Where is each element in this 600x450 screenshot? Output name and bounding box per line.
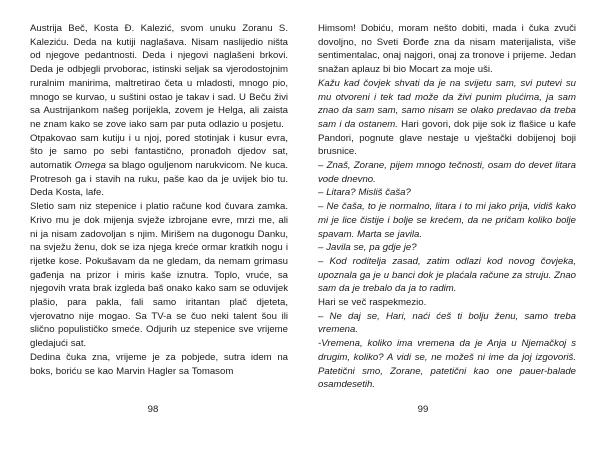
- text-run: Hari govori, dok pije sok iz flašice u kafe Pandori, pognute glave nestaje u vještački dobijenoj boji brusnice.: [318, 118, 576, 158]
- text-run: – Ne čaša, to je normalno, litara i to mi jako prija, vidiš kako mi je lice čistije i bolje se krećem, da ne pričam koliko bolje spavam. Marta se javila.: [318, 201, 576, 240]
- left-page-number: 98: [147, 404, 159, 415]
- paragraph: [30, 132, 288, 201]
- paragraph: [318, 22, 576, 77]
- text-run: Omega: [74, 160, 106, 172]
- text-run: Austrija Beč, Kosta Đ. Kalezić, svom unuku Zoranu S. Kaleziću. Deda na kutiji naglašava. Nisam naslijedio ništa od njegove pedantnosti. Deda i njegovi naglašeni brkovi. Deda je odbjegli prvoborac, istinski seljak sa vjerodostojnim ruralnim manirima, maltretirao četa u mladosti, mnogo pio, mnogo se kurvao, u suštini ostao je takav i sad. U Beču živi sa Austrijankom našeg porijekla, zovem je Helga, ali zaista ne znam kako se zove iako sam par puta odlazio u posjetu.: [30, 23, 288, 130]
- paragraph: [30, 200, 288, 351]
- text-run: – Javila se, pa gdje je?: [318, 242, 417, 254]
- text-run: – Znaš, Zorane, pijem mnogo tečnosti, osam do devet litara vode dnevno.: [318, 160, 576, 185]
- text-run: Dedina čuka zna, vrijeme je za pobjede, sutra idem na boks, boriću se kao Marvin Hagler sa Tomasom: [30, 351, 288, 377]
- paragraph: [30, 22, 288, 132]
- paragraph: [318, 241, 576, 255]
- text-run: sa blago oguljenom narukvicom. Ne kuca. Protresoh ga i stavih na ruku, paše kao da je uvijek bio tu. Deda Kosta, lafe.: [30, 160, 288, 199]
- text-run: Sletio sam niz stepenice i platio račune kod čuvara zamka. Krivo mu je dok mijenja svježe izbrojane evre, mrzi me, ali ni ja nisam zadovoljan s njim. Mirišem na dugonogu Danku, na svježu ženu, dok se iza njega kreće ormar kratkih nogu i rijetke kose. Pokušavam da ne gledam, da nemam grimasu gađenja na prizor i miris kaše iznutra. Toplo, vruće, sa njegovih vrata brak izgleda baš onako kako sam se oduvijek plašio, para pakla, fali samo iritantan plač djeteta, vjerovatno nije mogao. Sa TV-a se čuo neki talent šou ili slično populističko smeće. Odjurih uz stepenice sve vrijeme gledajući sat.: [30, 201, 288, 350]
- paragraph: [30, 351, 288, 378]
- text-run: – Ne daj se, Hari, naći ćeš ti bolju ženu, samo treba vremena.: [318, 310, 576, 336]
- paragraph: [318, 337, 576, 392]
- right-page-number: 99: [417, 404, 429, 415]
- paragraph: [318, 200, 576, 241]
- text-run: -Vremena, koliko ima vremena da je Anja u Njemačkoj s drugim, koliko? A vidi se, ne možeš ni ime da joj izgovoriš. Patetični smo, Zorane, patetični kao one pauer-balade osamdesetih.: [318, 338, 576, 391]
- paragraph: [318, 159, 576, 186]
- text-run: – Kod roditelja zasad, zatim odlazi kod novog čovjeka, upoznala ga je u banci dok je plaćala račune za struju. Znao sam da je trebalo da ja to radim.: [318, 255, 576, 295]
- paragraph: [318, 296, 576, 310]
- paragraph: [318, 77, 576, 159]
- paragraph: [318, 310, 576, 337]
- text-run: Himsom! Dobiću, moram nešto dobiti, mada i čuka zvuči dovoljno, no Sveti Đorđe zna da nisam materijalista, više sentimentalac, onaj najgori, onaj za tronove i prijeme. Jedan snažan aplauz bi bio Mocart za moje uši.: [318, 23, 576, 76]
- text-run: Hari se več raspekmezio.: [318, 297, 427, 309]
- right-page: [318, 22, 576, 392]
- left-page: [30, 22, 288, 378]
- text-run: Kažu kad čovjek shvati da je na svijetu sam, svi putevi su mu otvoreni i tek tad može da živi punim plućima, ja sam znao da sam sam, samo nisam se olako predavao da treba sam i da ostanem.: [318, 77, 576, 130]
- text-run: Otpakovao sam kutiju i u njoj, pored stotinjak i kusur evra, što je samo po sebi fantastično, pronađoh djedov sat, automatik: [30, 132, 288, 172]
- text-run: – Litara? Misliš čaša?: [318, 187, 411, 199]
- paragraph: [318, 255, 576, 296]
- paragraph: [318, 186, 576, 200]
